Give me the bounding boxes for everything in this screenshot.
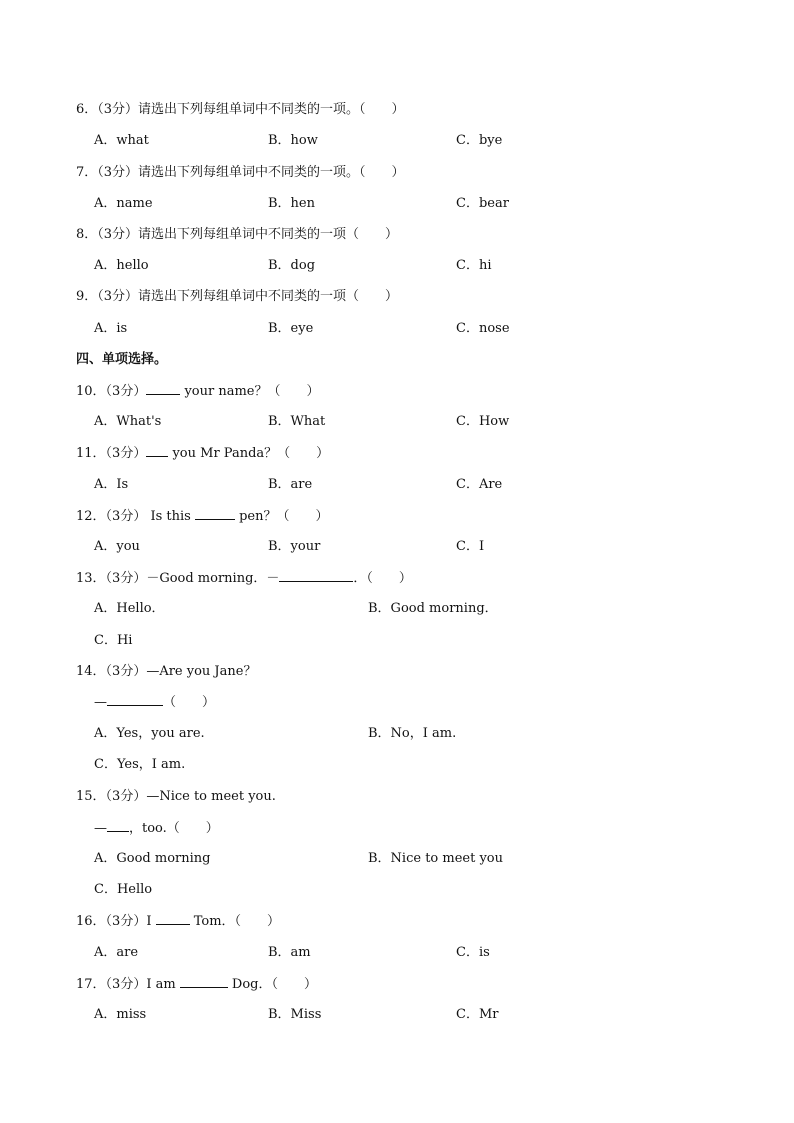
question-text: 12．（3分） Is this — [76, 509, 195, 524]
option-c[interactable]: C．How — [456, 414, 510, 429]
option-a[interactable]: A．Good morning — [94, 851, 211, 866]
option-b[interactable]: B．No，I am. — [368, 726, 457, 741]
question-text: 13．（3分）－Good morning．－ — [76, 571, 280, 586]
option-c[interactable]: C．bye — [456, 133, 503, 148]
question-text: ，too.（ ） — [129, 821, 219, 836]
question-7: 7．（3分）请选出下列每组单词中不同类的一项。（ ） — [76, 165, 405, 180]
option-b[interactable]: B．how — [268, 133, 318, 148]
option-b[interactable]: B．am — [268, 945, 311, 960]
answer-blank[interactable] — [156, 912, 190, 925]
option-b[interactable]: B．are — [268, 477, 313, 492]
option-b[interactable]: B．hen — [268, 196, 315, 211]
question-12 — [76, 507, 328, 526]
option-c[interactable]: C．Hi — [94, 633, 133, 648]
option-a[interactable]: A．Yes，you are. — [94, 726, 205, 741]
question-text: Tom．（ ） — [189, 914, 281, 929]
answer-line-15 — [94, 819, 219, 838]
option-a[interactable]: A．What's — [94, 414, 162, 429]
question-text: your name？（ ） — [180, 384, 320, 399]
option-b[interactable]: B．your — [268, 539, 321, 554]
question-14: 14．（3分）—Are you Jane？ — [76, 664, 257, 679]
dash: — — [94, 821, 107, 836]
option-b[interactable]: B．Miss — [268, 1007, 322, 1022]
answer-blank[interactable] — [146, 382, 180, 395]
option-b[interactable]: B．eye — [268, 321, 314, 336]
question-10 — [76, 382, 320, 401]
option-b[interactable]: B．What — [268, 414, 326, 429]
question-text: you Mr Panda？（ ） — [168, 446, 330, 461]
question-6: 6．（3分）请选出下列每组单词中不同类的一项。（ ） — [76, 102, 405, 117]
option-a[interactable]: A．hello — [94, 258, 149, 273]
option-c[interactable]: C．is — [456, 945, 490, 960]
answer-blank[interactable] — [180, 975, 228, 988]
option-a[interactable]: A．Is — [94, 477, 129, 492]
option-c[interactable]: C．Mr — [456, 1007, 499, 1022]
option-c[interactable]: C．I — [456, 539, 485, 554]
question-16 — [76, 912, 280, 931]
option-b[interactable]: B．dog — [268, 258, 316, 273]
question-text: （ ） — [163, 695, 216, 710]
answer-blank[interactable] — [107, 819, 129, 832]
answer-blank[interactable] — [195, 507, 235, 520]
option-a[interactable]: A．miss — [94, 1007, 147, 1022]
option-a[interactable]: A．is — [94, 321, 128, 336]
question-11 — [76, 444, 329, 463]
question-text: 10．（3分） — [76, 384, 147, 399]
question-text: ．（ ） — [353, 571, 412, 586]
option-a[interactable]: A．are — [94, 945, 139, 960]
question-text: Dog．（ ） — [227, 977, 318, 992]
section-title: 四、单项选择。 — [76, 352, 168, 367]
answer-blank[interactable] — [279, 569, 353, 582]
question-text: 11．（3分） — [76, 446, 147, 461]
option-c[interactable]: C．bear — [456, 196, 509, 211]
question-8: 8．（3分）请选出下列每组单词中不同类的一项（ ） — [76, 227, 399, 242]
question-text: 16．（3分）I — [76, 914, 156, 929]
answer-line-14 — [94, 693, 215, 712]
option-c[interactable]: C．nose — [456, 321, 510, 336]
option-b[interactable]: B．Good morning． — [368, 601, 498, 616]
dash: — — [94, 695, 107, 710]
option-a[interactable]: A．what — [94, 133, 149, 148]
option-c[interactable]: C．Are — [456, 477, 503, 492]
answer-blank[interactable] — [146, 444, 168, 457]
question-text: 17．（3分）I am — [76, 977, 180, 992]
option-c[interactable]: C．Hello — [94, 882, 153, 897]
question-9: 9．（3分）请选出下列每组单词中不同类的一项（ ） — [76, 289, 399, 304]
option-a[interactable]: A．name — [94, 196, 153, 211]
question-text: pen？（ ） — [234, 509, 329, 524]
answer-blank[interactable] — [107, 693, 163, 706]
question-13 — [76, 569, 412, 588]
option-a[interactable]: A．you — [94, 539, 140, 554]
question-17 — [76, 975, 317, 994]
option-a[interactable]: A．Hello． — [94, 601, 165, 616]
question-15: 15．（3分）—Nice to meet you. — [76, 789, 276, 804]
option-c[interactable]: C．Yes，I am. — [94, 757, 186, 772]
option-c[interactable]: C．hi — [456, 258, 492, 273]
option-b[interactable]: B．Nice to meet you — [368, 851, 503, 866]
